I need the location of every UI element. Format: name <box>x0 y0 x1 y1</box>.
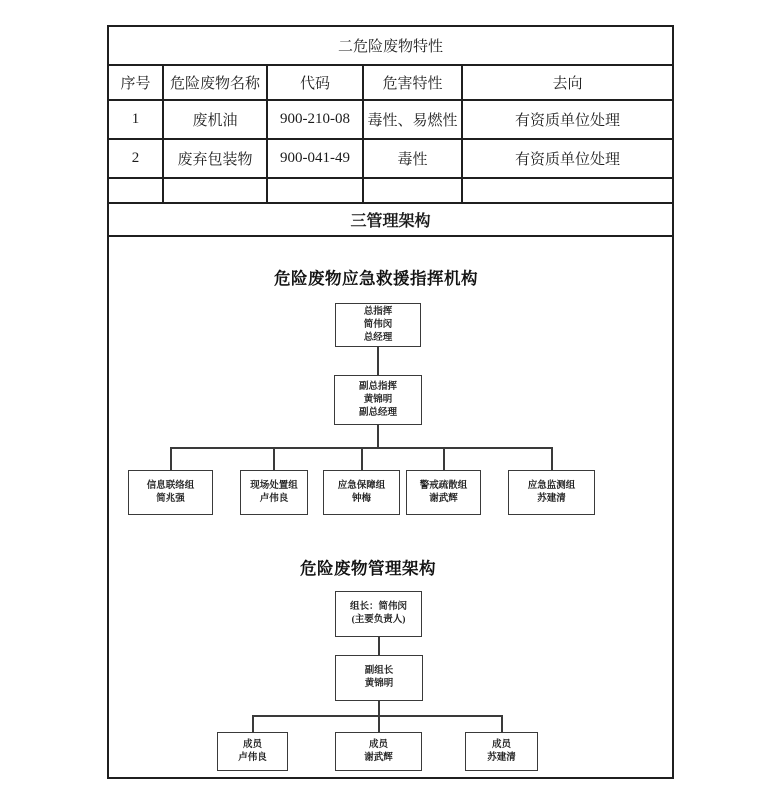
org-box-line: 卢伟良 <box>238 752 267 763</box>
table-cell <box>462 178 673 203</box>
connector-line <box>501 715 503 732</box>
connector-line <box>551 447 553 470</box>
org-box-emergency-monitoring-group <box>508 470 595 515</box>
connector-line <box>378 715 380 732</box>
table-cell <box>267 178 363 203</box>
table-title: 二危险废物特性 <box>108 26 673 65</box>
org-box-line: 成员 <box>368 739 388 750</box>
org-box-member-3 <box>465 732 538 771</box>
org-box-deputy-chief-commander <box>334 375 422 425</box>
org-box-line: 苏建清 <box>487 752 516 763</box>
connector-line <box>252 715 254 732</box>
org-box-line: 应急保障组 <box>337 480 386 491</box>
org-box-emergency-support-group <box>323 470 400 515</box>
connector-line <box>377 425 379 447</box>
org-box-line: 组长：简伟闵 <box>349 602 407 612</box>
org-box-deputy-group-leader <box>335 655 423 701</box>
org-box-member-1 <box>217 732 288 771</box>
org-box-line: 信息联络组 <box>146 480 195 491</box>
org-box-line: 谢武辉 <box>429 493 458 504</box>
connector-line <box>443 447 445 470</box>
org-box-line: 应急监测组 <box>527 480 576 491</box>
org-box-chief-commander <box>335 303 421 347</box>
connector-line <box>252 715 502 717</box>
table-cell <box>163 178 267 203</box>
table-cell: 2 <box>108 139 163 178</box>
org-box-line: 简伟闵 <box>363 319 393 330</box>
table-row <box>108 139 673 178</box>
column-header-name: 危险废物名称 <box>163 65 267 100</box>
org-box-line: 成员 <box>242 739 262 750</box>
table-cell: 900-210-08 <box>267 100 363 139</box>
section-title: 三管理架构 <box>108 203 673 236</box>
connector-line <box>170 447 172 470</box>
org-charts-container <box>109 237 670 777</box>
org-box-line: 总指挥 <box>363 306 393 317</box>
connector-line <box>377 347 379 375</box>
org-box-line: (主要负责人) <box>351 615 406 625</box>
org-box-line: 现场处置组 <box>250 480 298 491</box>
chart-title-emergency-rescue: 危险废物应急救援指挥机构 <box>274 269 478 288</box>
table-row <box>108 100 673 139</box>
table-cell: 900-041-49 <box>267 139 363 178</box>
connector-line <box>378 701 380 715</box>
org-box-line: 简兆强 <box>156 493 185 504</box>
table-cell: 1 <box>108 100 163 139</box>
org-box-line: 黄锦明 <box>363 394 393 405</box>
table-cell: 毒性、易燃性 <box>363 100 462 139</box>
org-box-line: 副总指挥 <box>358 381 397 392</box>
org-box-info-liaison-group <box>128 470 213 515</box>
table-cell: 毒性 <box>363 139 462 178</box>
table-row-empty <box>108 178 673 203</box>
org-box-line: 苏建清 <box>537 493 566 504</box>
column-header-index: 序号 <box>108 65 163 100</box>
charts-cell <box>108 236 673 778</box>
column-header-code: 代码 <box>267 65 363 100</box>
table-cell <box>363 178 462 203</box>
org-box-line: 副组长 <box>364 666 394 676</box>
org-box-alert-evacuation-group <box>406 470 481 515</box>
org-box-line: 卢伟良 <box>259 493 289 504</box>
column-header-hazard: 危害特性 <box>363 65 462 100</box>
connector-line <box>273 447 275 470</box>
table-cell <box>108 178 163 203</box>
org-box-line: 谢武辉 <box>364 752 393 763</box>
table-cell: 废机油 <box>163 100 267 139</box>
org-box-line: 总经理 <box>363 332 393 343</box>
org-box-line: 警戒疏散组 <box>419 480 468 491</box>
org-box-line: 黄锦明 <box>364 679 394 689</box>
org-box-site-disposal-group <box>240 470 308 515</box>
chart-title-management: 危险废物管理架构 <box>300 559 436 578</box>
column-header-destination: 去向 <box>462 65 673 100</box>
table-cell: 有资质单位处理 <box>462 100 673 139</box>
connector-line <box>378 637 380 655</box>
org-box-line: 成员 <box>491 739 511 750</box>
connector-line <box>361 447 363 470</box>
table-cell: 有资质单位处理 <box>462 139 673 178</box>
org-box-line: 副总经理 <box>358 407 397 418</box>
org-box-line: 钟梅 <box>351 493 371 504</box>
org-box-member-2 <box>335 732 422 771</box>
hazardous-waste-table <box>107 25 674 779</box>
org-box-group-leader <box>335 591 422 637</box>
table-cell: 废弃包装物 <box>163 139 267 178</box>
